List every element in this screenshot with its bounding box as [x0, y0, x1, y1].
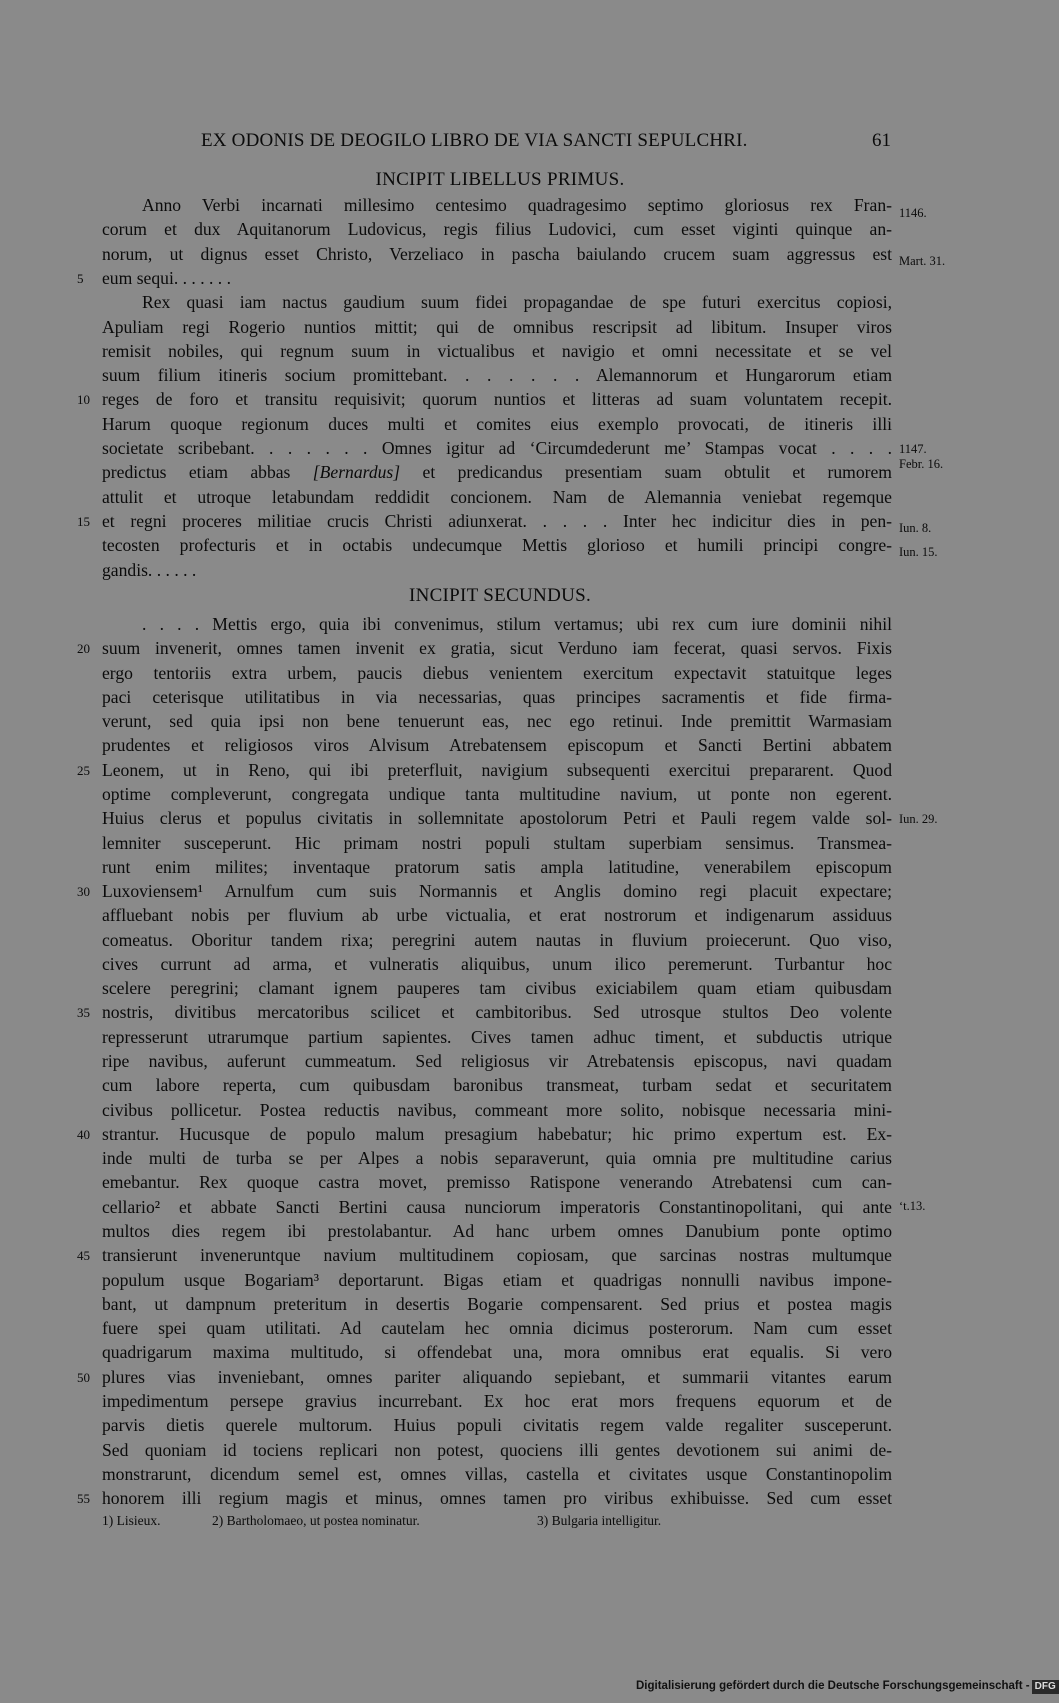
line-number: 55 [77, 1491, 90, 1507]
text-line: reges de foro et transitu requisivit; quorum nuntios et litteras ad suam voluntatem recepit. [102, 389, 892, 410]
margin-note-date: Mart. 31. [899, 254, 946, 268]
dfg-logo: DFG [1032, 1680, 1059, 1694]
line-number: 15 [77, 513, 90, 529]
text-line: cives currunt ad arma, et vulneratis aliquibus, unum ilico peremerunt. Turbantur hoc [102, 953, 892, 974]
line-number: 10 [77, 392, 90, 408]
text-line: civibus pollicetur. Postea reductis navibus, commeant more solito, nobisque necessaria mini- [102, 1099, 892, 1120]
text-line: Rex quasi iam nactus gaudium suum fidei propagandae de spe futuri exercitus copiosi, [142, 292, 892, 313]
margin-note-date: ‘t.13. [899, 1199, 926, 1213]
margin-note-date: Febr. 16. [899, 457, 944, 471]
text-line: nostris, divitibus mercatoribus scilicet et cambitoribus. Sed utrosque stultos Deo volente [102, 1002, 892, 1023]
footnote: 3) Bulgaria intelligitur. [537, 1513, 662, 1528]
line-number: 40 [77, 1126, 90, 1142]
text-line: optime compleverunt, congregata undique tanta multitudine navium, ut ponte non egerent. [102, 783, 892, 804]
text-line: norum, ut dignus esset Christo, Verzeliaco in pascha baiulando crucem suam aggressus est [102, 243, 892, 264]
text-line: Huius clerus et populus civitatis in sollemnitate apostolorum Petri et Pauli regem valde sol- [102, 808, 892, 829]
text-line: honorem illi regium magis et minus, omnes tamen pro viribus exhibuisse. Sed cum esset [102, 1488, 892, 1509]
line-number: 50 [77, 1369, 90, 1385]
text-line: represserunt utrarumque partium sapientes. Cives tamen adhuc timent, et subductis utrique [102, 1026, 892, 1047]
margin-note-date: Iun. 29. [899, 812, 938, 826]
text-line: cellario² et abbate Sancti Bertini causa nunciorum imperatoris Constantinopolitani, qui ante [102, 1196, 892, 1217]
line-number: 5 [77, 270, 84, 286]
emphasized-name: [Bernardus] [312, 462, 401, 483]
text-line: gandis. . . . . . [102, 559, 197, 580]
text-line: Sed quoniam id tociens replicari non potest, quociens illi gentes devotionem sui animi de- [102, 1439, 892, 1460]
text-line: plures vias inveniebant, omnes pariter aliquando sepiebant, et summarii vitantes earum [102, 1366, 892, 1387]
text-line: ripe navibus, auferunt cummeatum. Sed religiosus vir Atrebatensis episcopus, navi quadam [102, 1051, 892, 1072]
margin-note-year: 1147. [899, 442, 927, 456]
text-line: Leonem, ut in Reno, qui ibi preterfluit, navigium subsequenti exercitui prepararent. Quod [102, 759, 892, 780]
text-line: impedimentum persepe gravius incurrebant. Ex hoc erat mors frequens equorum et de [102, 1390, 892, 1411]
line-number: 30 [77, 884, 90, 900]
text-line: Apuliam regi Rogerio nuntios mittit; qui de omnibus rescripsit ad libitum. Insuper viros [102, 316, 892, 337]
text-line: cum labore reperta, cum quibusdam baronibus transmeat, turbam sedat et securitatem [102, 1075, 892, 1096]
margin-note-year: 1146. [899, 206, 927, 220]
margin-note-date: Iun. 8. [899, 521, 932, 535]
text-line: inde multi de turba se per Alpes a nobis separaverunt, quia omnia pre multitudine carius [102, 1148, 892, 1169]
line-number: 35 [77, 1005, 90, 1021]
text-line: quadrigarum maxima multitudo, si offendebat una, mora omnibus erat equalis. Si vero [102, 1342, 892, 1363]
text-line: scelere peregrini; clamant ignem pauperes tam civibus exiciabilem quam etiam quibusdam [102, 978, 892, 999]
footnote: 1) Lisieux. [102, 1513, 161, 1528]
text-line: suum invenerit, omnes tamen invenit ex gratia, sicut Verduno iam fecerat, quasi servos. Fixis [102, 638, 892, 659]
text-line: et regni proceres militiae crucis Christi adiunxerat. . . . . Inter hec indicitur dies in pen- [102, 510, 892, 531]
text-line: suum filium itineris socium promittebant. . . . . . . Alemannorum et Hungarorum etiam [102, 365, 892, 386]
text-line: fuere spei quam utilitati. Ad cautelam hec omnia dicimus posterorum. Nam cum esset [102, 1318, 892, 1339]
text-line: tecosten profecturis et in octabis undecumque Mettis glorioso et humili principi congre- [102, 535, 892, 556]
text-line: bant, ut dampnum preteritum in desertis Bogarie compensarent. Sed prius et postea magis [102, 1293, 892, 1314]
text-line: comeatus. Oboritur tandem rixa; peregrini autem nautas in fluvium proiecerunt. Quo viso, [102, 929, 892, 950]
text-line: populum usque Bogariam³ deportarunt. Bigas etiam et quadrigas nonnulli navibus impone- [102, 1269, 892, 1290]
credit-text: Digitalisierung gefördert durch die Deutsche Forschungsgemeinschaft - [636, 1680, 1030, 1692]
text-line: Harum quoque regionum duces multi et comites eius exemplo provocati, de itineris illi [102, 413, 892, 434]
text-line: affluebant nobis per fluvium ab urbe victualia, et erat nostrorum et indigenarum assiduus [102, 905, 892, 926]
text-line: strantur. Hucusque de populo malum presagium habebatur; hic primo expertum est. Ex- [102, 1123, 892, 1144]
text-line: multos dies regem ibi prestolabantur. Ad hanc urbem omnes Danubium ponte optimo [102, 1221, 892, 1241]
text-line: monstrarunt, dicendum semel est, omnes villas, castella et civitates usque Constantinopolim [102, 1463, 892, 1484]
footnote: 2) Bartholomaeo, ut postea nominatur. [212, 1513, 420, 1528]
text-line: predictus etiam abbas [Bernardus] et predicandus presentiam suam obtulit et rumorem [102, 462, 892, 483]
text-line: transierunt inveneruntque navium multitudinem copiosam, que sarcinas nostras multumque [102, 1245, 892, 1266]
text-line: ergo tentoriis extra urbem, paucis diebus venientem exercitum expectavit statuitque leges [102, 662, 892, 683]
text-line: remisit nobiles, qui regnum suum in victualibus et navigio et omni necessitate et se vel [102, 340, 892, 361]
text-line: runt enim milites; inventaque pratorum satis ampla latitudine, venerabilem episcopum [102, 856, 892, 877]
page-number: 61 [872, 130, 891, 151]
text-line: . . . . Mettis ergo, quia ibi convenimus, stilum vertamus; ubi rex cum iure dominii nihil [142, 614, 892, 634]
text-line: attulit et utroque letabundam reddidit concionem. Nam de Alemannia veniebat regemque [102, 486, 892, 507]
text-line: prudentes et religiosos viros Alvisum Atrebatensem episcopum et Sancti Bertini abbatem [102, 735, 892, 756]
line-number: 25 [77, 762, 90, 778]
text-line: societate scribebant. . . . . . . Omnes igitur ad ‘Circumdederunt me’ Stampas vocat . . . . [102, 438, 892, 458]
running-title: EX ODONIS DE DEOGILO LIBRO DE VIA SANCTI SEPULCHRI. [201, 130, 748, 151]
text-line: lemniter susceperunt. Hic primam nostri populi stultam superbiam sensimus. Transmea- [102, 832, 892, 853]
margin-note-date: Iun. 15. [899, 545, 938, 559]
section-heading-second: INCIPIT SECUNDUS. [408, 585, 592, 606]
text-line: corum et dux Aquitanorum Ludovicus, regis filius Ludovici, cum esset viginti quinque an- [102, 219, 892, 240]
text-line: eum sequi. . . . . . . [102, 267, 232, 288]
text-line: paci ceterisque utilitatibus in via necessarias, quas principes sacramentis et fide firma- [102, 686, 892, 707]
text-line: Anno Verbi incarnati millesimo centesimo quadragesimo septimo gloriosus rex Fran- [142, 195, 892, 215]
text-line: verunt, sed quia ipsi non bene tenuerunt eas, nec ego retinui. Inde premittit Warmasiam [102, 711, 892, 732]
text-line: parvis dietis querele multorum. Huius populi civitatis regem valde regaliter susceperunt. [102, 1415, 892, 1436]
text-line: emebantur. Rex quoque castra movet, premisso Ratispone venerando Atrebatensi cum can- [102, 1172, 892, 1193]
section-heading-first: INCIPIT LIBELLUS PRIMUS. [375, 169, 625, 190]
line-number: 20 [77, 641, 90, 657]
digitization-credit [636, 1680, 1059, 1700]
line-number: 45 [77, 1248, 90, 1264]
running-header [201, 130, 891, 154]
text-line: Luxoviensem¹ Arnulfum cum suis Normannis et Anglis domino regi placuit expectare; [102, 881, 892, 902]
